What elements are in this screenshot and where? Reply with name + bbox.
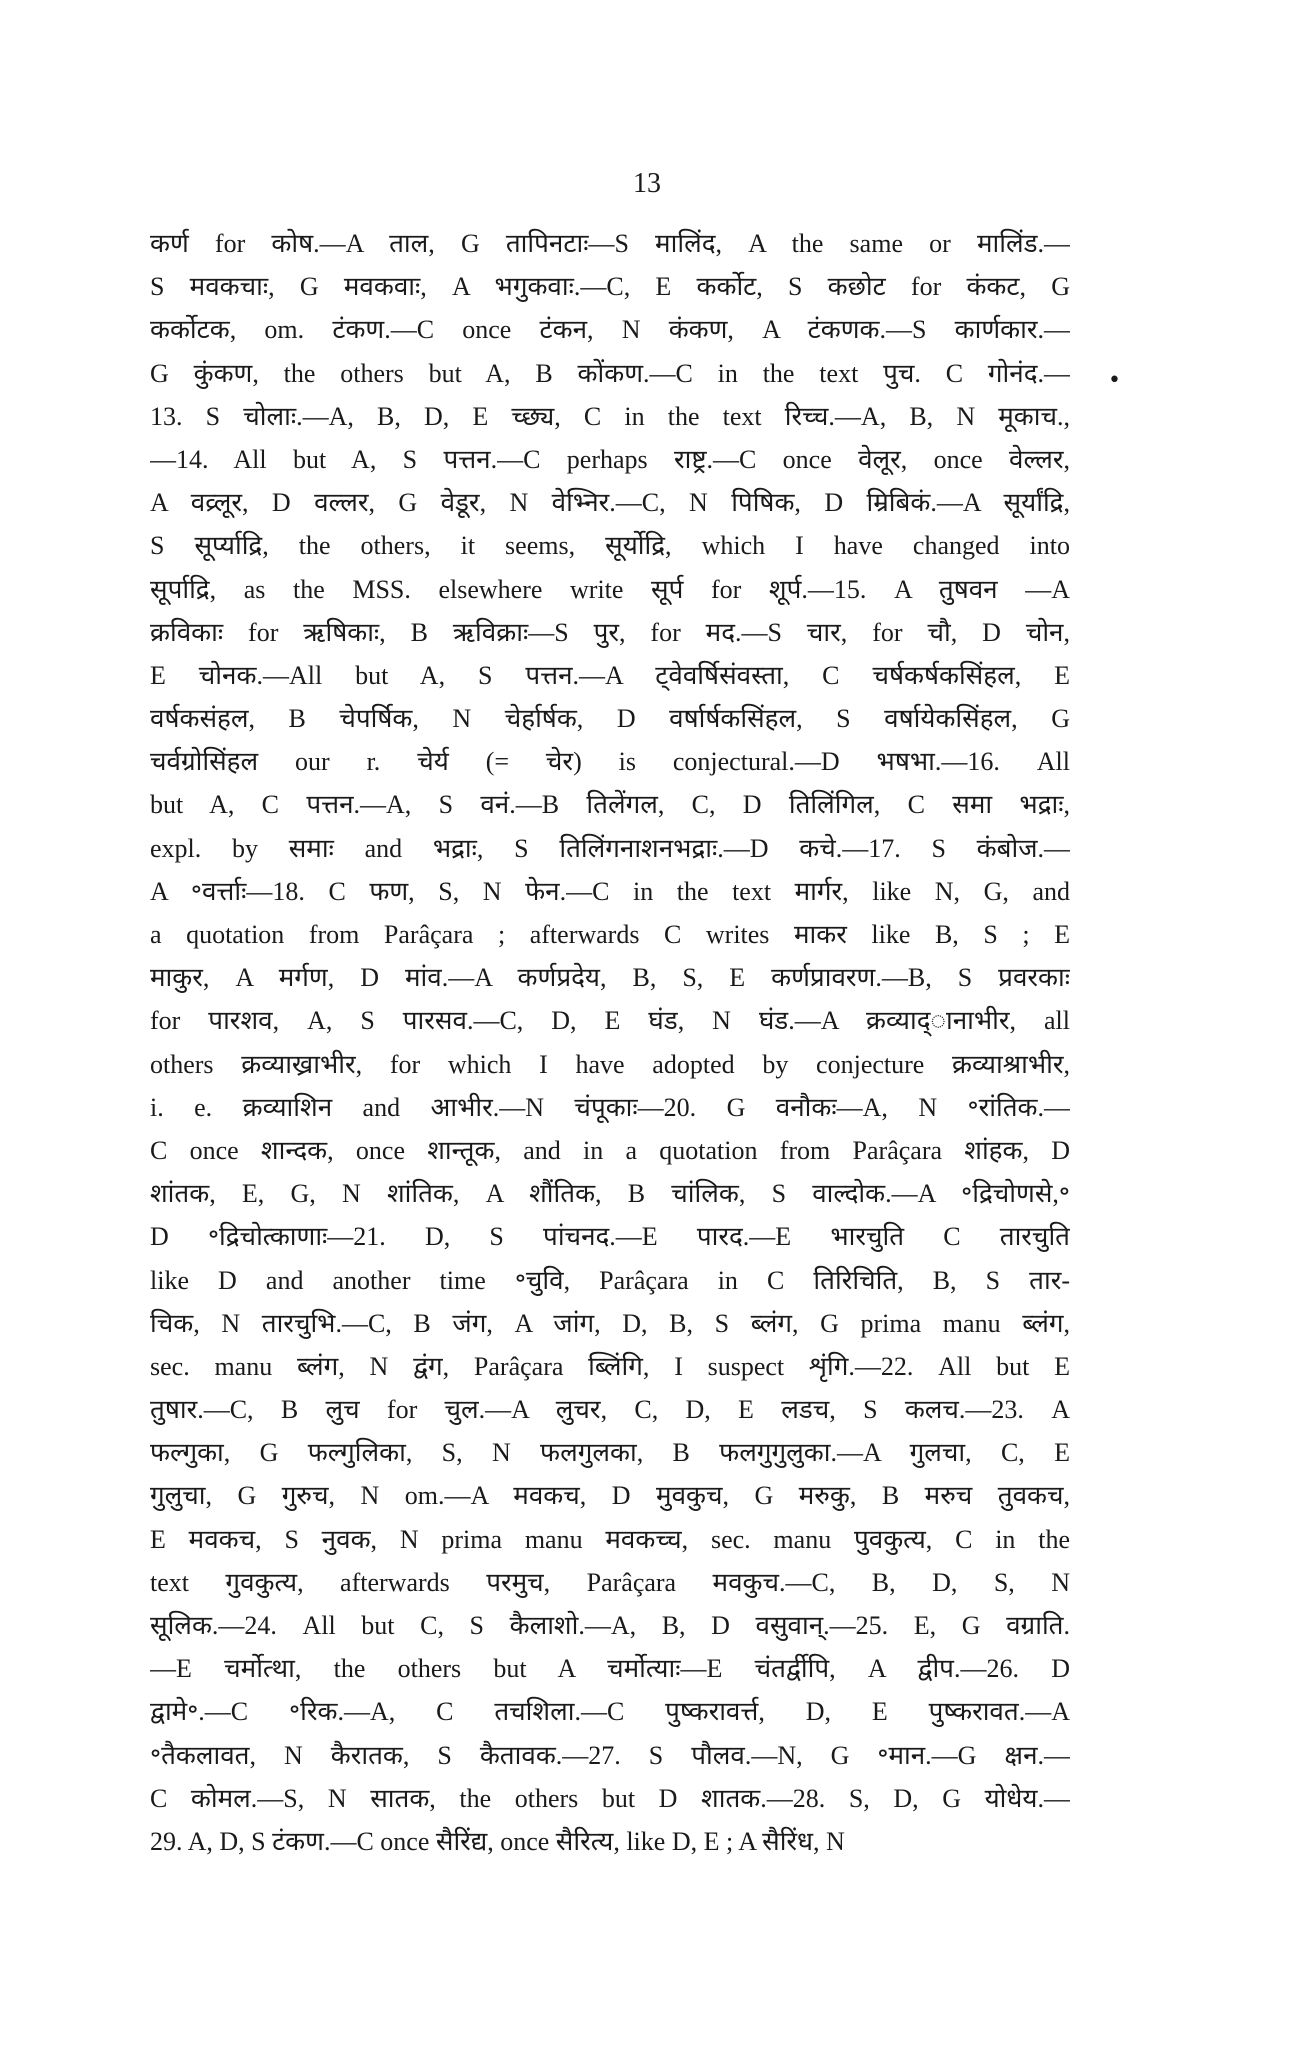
text-line: चिक, N तारचुभि.—C, B जंग, A जांग, D, B, S ब्लंग, G prima manu ब्लंग,: [150, 1308, 1070, 1338]
text-line: माकुर, A मर्गण, D मांव.—A कर्णप्रदेय, B, S, E कर्णप्रावरण.—B, S प्रवरकाः: [150, 963, 1070, 993]
text-line: A ॰वर्त्ताः—18. C फण, S, N फेन.—C in the text मार्गर, like N, G, and: [150, 876, 1070, 906]
text-line: E मवकच, S नुवक, N prima manu मवकच्च, sec. manu पुवकुत्य, C in the: [150, 1524, 1070, 1554]
text-line: but A, C पत्तन.—A, S वनं.—B तिलेंगल, C, D तिलिंगिल, C समा भद्राः,: [150, 790, 1070, 820]
text-line: 29. A, D, S टंकण.—C once सैरिंद्य, once सैरित्य, like D, E ; A सैरिंध, N: [150, 1826, 845, 1856]
text-line: S सूर्प्याद्रि, the others, it seems, सूर्योद्रि, which I have changed into: [150, 531, 1070, 561]
text-line: कर्ण for कोष.—A ताल, G तापिनटाः—S मालिंद, A the same or मालिंड.—: [150, 229, 1070, 258]
text-line: वर्षकसंहल, B चेपर्षिक, N चेर्हार्षक, D वर्षार्षकसिंहल, S वर्षायेकसिंहल, G: [150, 704, 1070, 734]
text-line: a quotation from Parâçara ; afterwards C writes माकर like B, S ; E: [150, 920, 1070, 949]
text-line: 13. S चोलाः.—A, B, D, E च्छ्य, C in the text रिच्च.—A, B, N मूकाच.,: [150, 401, 1070, 431]
text-line: for पारशव, A, S पारसव.—C, D, E घंड, N घंड.—A क्रव्याद्ानाभीर, all: [150, 1006, 1070, 1036]
page-number: 13: [633, 168, 661, 199]
text-line: गुलुचा, G गुरुच, N om.—A मवकच, D मुवकुच, G मरुकु, B मरुच तुवकच,: [150, 1481, 1070, 1511]
text-line: expl. by समाः and भद्राः, S तिलिंगनाशनभद्राः.—D कचे.—17. S कंबोज.—: [150, 833, 1070, 863]
text-line: चर्वग्रोसिंहल our r. चेर्य (= चेर) is conjectural.—D भषभा.—16. All: [150, 747, 1070, 777]
text-line: कर्कोटक, om. टंकण.—C once टंकन, N कंकण, A टंकणक.—S कार्णकार.—: [150, 315, 1070, 345]
text-line: —14. All but A, S पत्तन.—C perhaps राष्ट्र.—C once वेलूर, once वेल्लर,: [150, 444, 1070, 474]
text-block: [150, 222, 1070, 1863]
text-line: फल्गुका, G फल्गुलिका, S, N फलगुलका, B फलगुगुलुका.—A गुलचा, C, E: [150, 1438, 1070, 1468]
margin-mark: •: [1108, 368, 1121, 393]
text-line: others क्रव्याख्राभीर, for which I have adopted by conjecture क्रव्याश्राभीर,: [150, 1049, 1070, 1079]
text-line: द्वामे॰.—C ॰रिक.—A, C तचशिला.—C पुष्करावर्त्त, D, E पुष्करावत.—A: [150, 1697, 1070, 1727]
text-line: like D and another time ॰चुवि, Parâçara in C तिरिचिति, B, S तार-: [150, 1265, 1070, 1295]
text-line: C कोमल.—S, N सातक, the others but D शातक.—28. S, D, G योधेय.—: [150, 1783, 1070, 1813]
text-line: S मवकचाः, G मवकवाः, A भगुकवाः.—C, E कर्कोट, S कछोट for कंकट, G: [150, 272, 1070, 302]
text-line: शांतक, E, G, N शांतिक, A शौंतिक, B चांलिक, S वाल्दोक.—A ॰द्रिचोणसे,॰: [150, 1179, 1070, 1209]
text-line: i. e. क्रव्याशिन and आभीर.—N चंपूकाः—20. G वनौकः—A, N ॰रांतिक.—: [150, 1092, 1070, 1122]
text-line: सूलिक.—24. All but C, S कैलाशो.—A, B, D वसुवान्.—25. E, G वग्राति.: [150, 1611, 1070, 1640]
text-line: सूर्पाद्रि, as the MSS. elsewhere write सूर्प for शूर्प.—15. A तुषवन —A: [150, 574, 1070, 604]
text-line: G कुंकण, the others but A, B कोंकण.—C in the text पुच. C गोनंद.—: [150, 358, 1070, 388]
text-line: क्रविकाः for ऋषिकाः, B ऋविक्राः—S पुर, for मद.—S चार, for चौ, D चोन,: [150, 617, 1070, 647]
text-line: —E चर्मोत्था, the others but A चर्मोत्याः—E चंतर्द्वीपि, A द्वीप.—26. D: [150, 1654, 1070, 1684]
text-line: A वव्र्लूर, D वल्लर, G वेडूर, N वेभ्निर.—C, N पिषिक, D म्रिबिकं.—A सूर्यांद्रि,: [150, 488, 1070, 518]
text-line: text गुवकुत्य, afterwards परमुच, Parâçara मवकुच.—C, B, D, S, N: [150, 1567, 1070, 1597]
text-line: तुषार.—C, B लुच for चुल.—A लुचर, C, D, E लडच, S कलच.—23. A: [150, 1395, 1070, 1425]
text-line: ॰तैकलावत, N कैरातक, S कैतावक.—27. S पौलव.—N, G ॰मान.—G क्षन.—: [150, 1740, 1070, 1770]
text-line: E चोनक.—All but A, S पत्तन.—A ट्वेवर्षिसंवस्ता, C चर्षकर्षकसिंहल, E: [150, 660, 1070, 690]
text-line: sec. manu ब्लंग, N द्वंग, Parâçara ब्लिंगि, I suspect शृंगि.—22. All but E: [150, 1351, 1070, 1381]
text-line: D ॰द्रिचोत्काणाः—21. D, S पांचनद.—E पारद.—E भारचुति C तारचुति: [150, 1222, 1070, 1252]
text-line: C once शान्दक, once शान्तूक, and in a quotation from Parâçara शांहक, D: [150, 1135, 1070, 1165]
